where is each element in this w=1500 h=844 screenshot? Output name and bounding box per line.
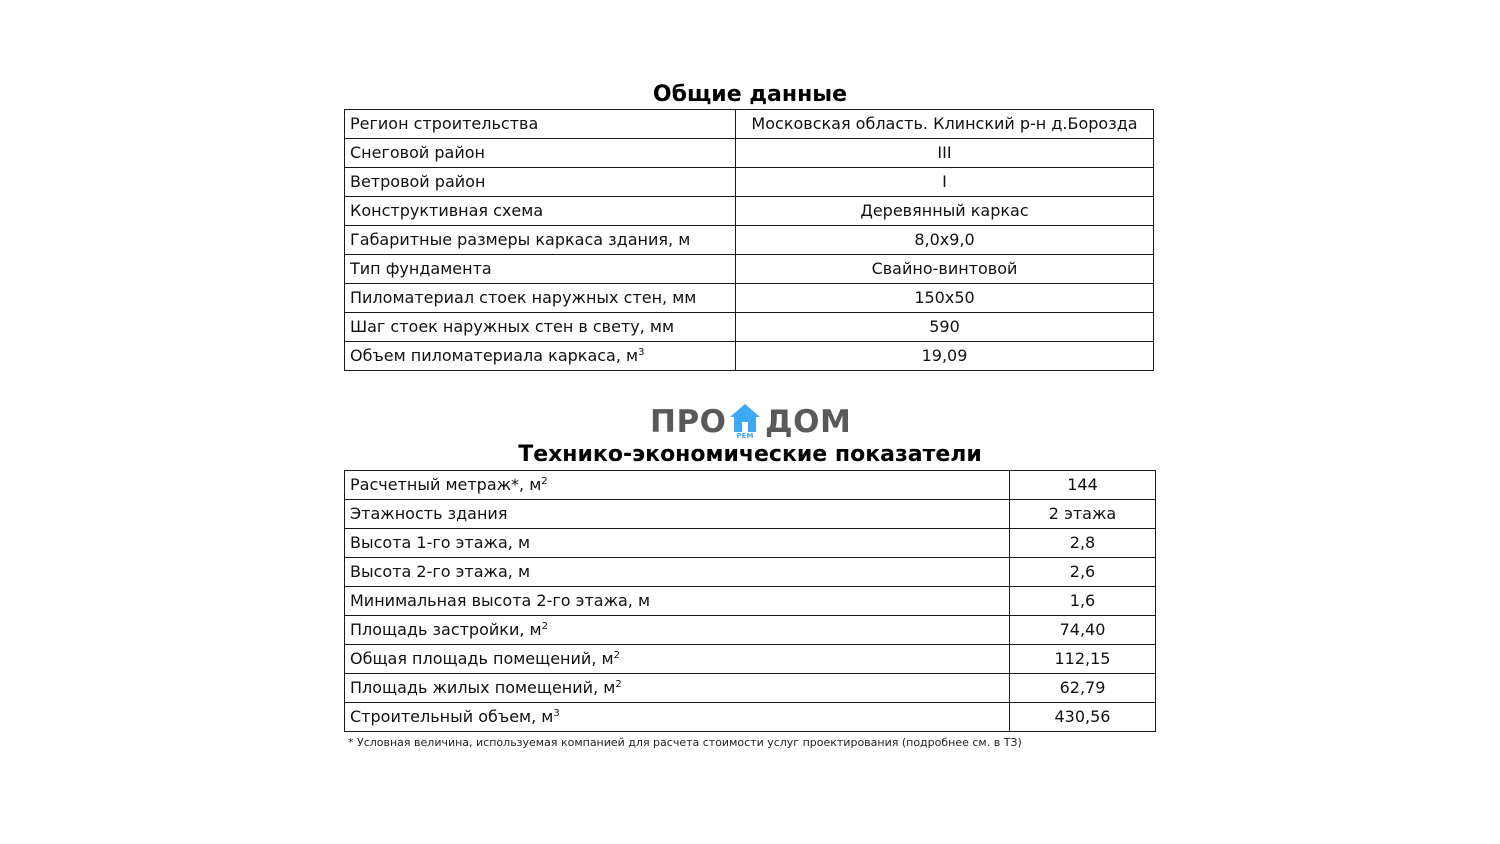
- table-row: [345, 558, 1156, 587]
- row-value: 62,79: [1010, 674, 1156, 703]
- row-label: [345, 500, 1010, 529]
- row-label-text: Шаг стоек наружных стен в свету, мм: [350, 317, 675, 336]
- row-label: [345, 558, 1010, 587]
- table-row: [345, 674, 1156, 703]
- general-data-title: Общие данные: [652, 82, 848, 107]
- row-value: 8,0х9,0: [736, 226, 1154, 255]
- row-value: 2 этажа: [1010, 500, 1156, 529]
- table-row: [345, 197, 1154, 226]
- row-label: [345, 139, 736, 168]
- table-row: [345, 529, 1156, 558]
- table-row: [345, 313, 1154, 342]
- table-row: [345, 500, 1156, 529]
- row-value: 2,8: [1010, 529, 1156, 558]
- row-value: III: [736, 139, 1154, 168]
- row-value: 150х50: [736, 284, 1154, 313]
- table-row: [345, 255, 1154, 284]
- row-label-text: Площадь застройки, м: [350, 620, 542, 639]
- row-label: [345, 168, 736, 197]
- row-value: Деревянный каркас: [736, 197, 1154, 226]
- row-label-text: Высота 1-го этажа, м: [350, 533, 531, 552]
- row-label: [345, 197, 736, 226]
- row-label-text: Этажность здания: [350, 504, 508, 523]
- logo-text-dom: ДОМ: [765, 404, 852, 440]
- row-label: [345, 342, 736, 371]
- row-label: [345, 674, 1010, 703]
- unit-exponent: 3: [638, 347, 645, 358]
- row-value: 112,15: [1010, 645, 1156, 674]
- row-value: 74,40: [1010, 616, 1156, 645]
- row-value: 590: [736, 313, 1154, 342]
- row-label-text: Минимальная высота 2-го этажа, м: [350, 591, 651, 610]
- row-label-text: Ветровой район: [350, 172, 486, 191]
- table-row: [345, 587, 1156, 616]
- row-label-text: Габаритные размеры каркаса здания, м: [350, 230, 691, 249]
- table-row: [345, 616, 1156, 645]
- table-row: [345, 139, 1154, 168]
- row-label: [345, 255, 736, 284]
- row-value: 1,6: [1010, 587, 1156, 616]
- row-label-text: Пиломатериал стоек наружных стен, мм: [350, 288, 697, 307]
- general-data-table: [344, 109, 1154, 371]
- table-row: [345, 284, 1154, 313]
- row-label-text: Площадь жилых помещений, м: [350, 678, 616, 697]
- row-label: [345, 284, 736, 313]
- row-label: [345, 226, 736, 255]
- row-label: [345, 703, 1010, 732]
- row-value: 430,56: [1010, 703, 1156, 732]
- row-value: 19,09: [736, 342, 1154, 371]
- row-label-text: Строительный объем, м: [350, 707, 554, 726]
- row-label: [345, 616, 1010, 645]
- tech-economic-table: [344, 470, 1156, 732]
- row-value: I: [736, 168, 1154, 197]
- unit-exponent: 2: [541, 476, 548, 487]
- row-label-text: Объем пиломатериала каркаса, м: [350, 346, 639, 365]
- row-value: 2,6: [1010, 558, 1156, 587]
- row-label: [345, 110, 736, 139]
- table-row: [345, 168, 1154, 197]
- logo-text-pro: ПРО: [650, 404, 727, 440]
- table-row: [345, 110, 1154, 139]
- unit-exponent: 2: [613, 650, 620, 661]
- table-row: [345, 703, 1156, 732]
- row-label-text: Снеговой район: [350, 143, 485, 162]
- prodom-logo: [650, 402, 850, 444]
- row-label-text: Конструктивная схема: [350, 201, 544, 220]
- tech-economic-title: Технико-экономические показатели: [518, 442, 982, 467]
- row-label: [345, 587, 1010, 616]
- row-label-text: Регион строительства: [350, 114, 539, 133]
- row-value: Свайно-винтовой: [736, 255, 1154, 284]
- row-label-text: Общая площадь помещений, м: [350, 649, 614, 668]
- row-value: Московская область. Клинский р-н д.Борозда: [736, 110, 1154, 139]
- unit-exponent: 3: [553, 708, 560, 719]
- row-label: [345, 529, 1010, 558]
- table-row: [345, 471, 1156, 500]
- unit-exponent: 2: [541, 621, 548, 632]
- table-row: [345, 342, 1154, 371]
- footnote: * Условная величина, используемая компанией для расчета стоимости услуг проектирования (подробнее см. в ТЗ): [348, 736, 1022, 749]
- row-label: [345, 313, 736, 342]
- logo-subtext: РЕМ: [736, 432, 754, 440]
- row-value: 144: [1010, 471, 1156, 500]
- row-label-text: Высота 2-го этажа, м: [350, 562, 531, 581]
- row-label: [345, 471, 1010, 500]
- row-label-text: Тип фундамента: [350, 259, 492, 278]
- table-row: [345, 645, 1156, 674]
- row-label-text: Расчетный метраж*, м: [350, 475, 542, 494]
- unit-exponent: 2: [615, 679, 622, 690]
- table-row: [345, 226, 1154, 255]
- row-label: [345, 645, 1010, 674]
